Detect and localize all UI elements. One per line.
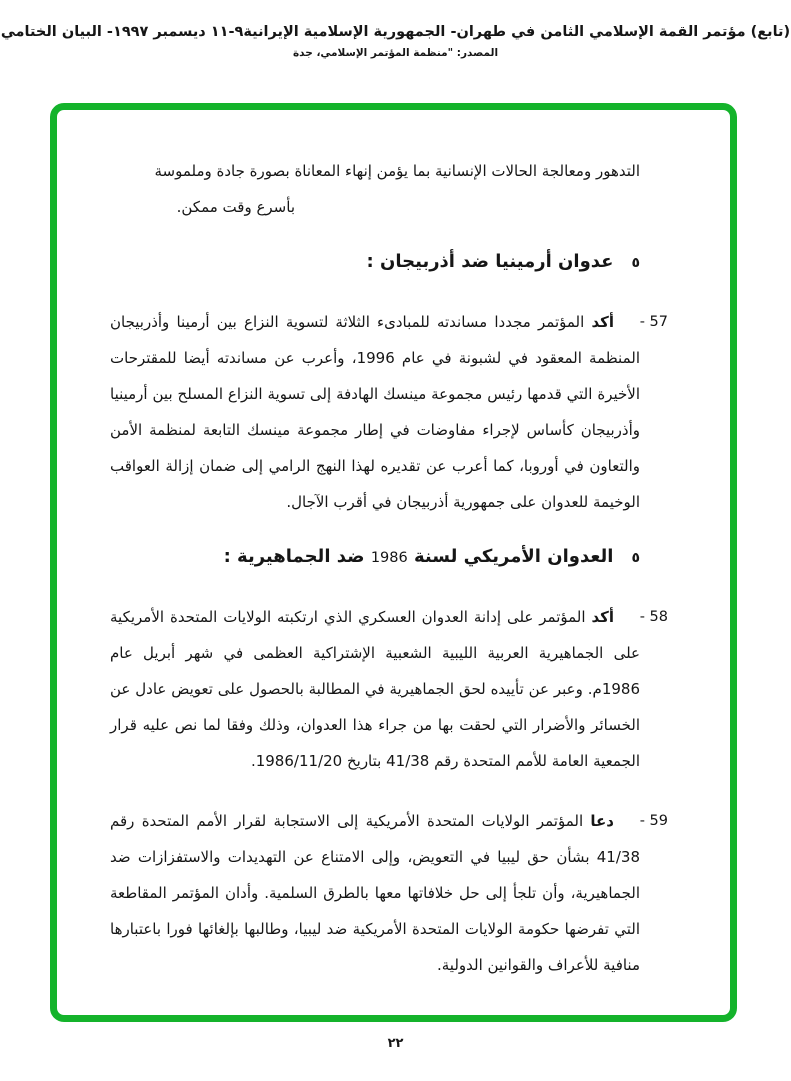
green-frame [50, 103, 737, 1022]
item-number: 58 - [639, 609, 668, 625]
continuation-paragraph-line1: التدهور ومعالجة الحالات الإنسانية بما يؤمن إنهاء المعاناة بصورة جادة وملموسة [154, 162, 640, 180]
item-text-block [110, 599, 640, 779]
item-number: 57 - [639, 314, 668, 330]
page-number: ٢٢ [387, 1036, 404, 1051]
item-lead-word: أكد [591, 608, 614, 626]
paragraph-item-57 [110, 304, 668, 520]
document-source: المصدر: "منظمة المؤتمر الإسلامي، جدة [292, 47, 499, 59]
paragraph-item-58 [110, 599, 668, 779]
document-title: (تابع) مؤتمر القمة الإسلامي الثامن في طهران- الجمهورية الإسلامية الإيرانية٩-١١ ديسمبر ١٩٩٧- البيان الختامي [0, 24, 791, 40]
item-text: المؤتمر على إدانة العدوان العسكري الذي ارتكبته الولايات المتحدة الأمريكية على الجماهيرية العربية الليبية الشعبية الإشتراكية العظمى في شهر أبريل عام 1986م. وعبر عن تأييده لحق الجماهيرية في المطالبة بالحصول على تعويض عادل عن الخسائر والأضرار التي لحقت بها من جراء هذا العدوان، وذلك وفقا لما نص عليه قرار الجمعية العامة للأمم المتحدة رقم 41/38 بتاريخ 1986/11/20. [110, 608, 640, 770]
section-title-year: 1986 [370, 550, 408, 566]
document-body [57, 110, 730, 983]
section-heading-us-aggression-1986 [110, 540, 640, 575]
section-title: عدوان أرمينيا ضد أذربيجان : [366, 251, 614, 272]
item-lead-word: دعا [590, 812, 614, 830]
item-text-block [110, 304, 640, 520]
item-number: 59 - [639, 813, 668, 829]
section-heading-armenia-aggression [110, 245, 640, 280]
section-bullet: ٥ [631, 550, 640, 566]
section-bullet: ٥ [631, 255, 640, 271]
item-text: المؤتمر الولايات المتحدة الأمريكية إلى الاستجابة لقرار الأمم المتحدة رقم 41/38 بشأن حق ليبيا في التعويض، وإلى الامتناع عن التهديدات والاستفزازات ضد الجماهيرية، وأن تلجأ إلى حل خلافاتها معها بالطرق السلمية. وأدان المؤتمر المقاطعة التي تفرضها حكومة الولايات المتحدة الأمريكية ضد ليبيا، وطالبها بإلغائها فورا باعتبارها منافية للأعراف والقوانين الدولية. [110, 812, 640, 974]
section-title-pre: العدوان الأمريكي لسنة [414, 546, 614, 567]
document-header [0, 24, 791, 59]
item-text-block [110, 803, 640, 983]
item-text: المؤتمر مجددا مساندته للمبادىء الثلاثة لتسوية النزاع بين أرمينا وأذربيجان المنظمة المعقود في لشبونة في عام 1996، وأعرب عن مساندته أيضا للمقترحات الأخيرة التي قدمها رئيس مجموعة مينسك الهادفة إلى تسوية النزاع المسلح بين أرمينيا وأذربيجان كأساس لإجراء مفاوضات في إطار مجموعة مينسك التابعة لمنظمة الأمن والتعاون في أوروبا، كما أعرب عن تقديره لهذا النهج الرامي إلى ضمان إزالة العواقب الوخيمة للعدوان على جمهورية أذربيجان في أقرب الآجال. [110, 313, 640, 511]
item-lead-word: أكد [591, 313, 614, 331]
section-title-post: ضد الجماهيرية : [223, 546, 365, 567]
paragraph-item-59 [110, 803, 668, 983]
continuation-paragraph-line2: بأسرع وقت ممكن. [176, 198, 295, 216]
